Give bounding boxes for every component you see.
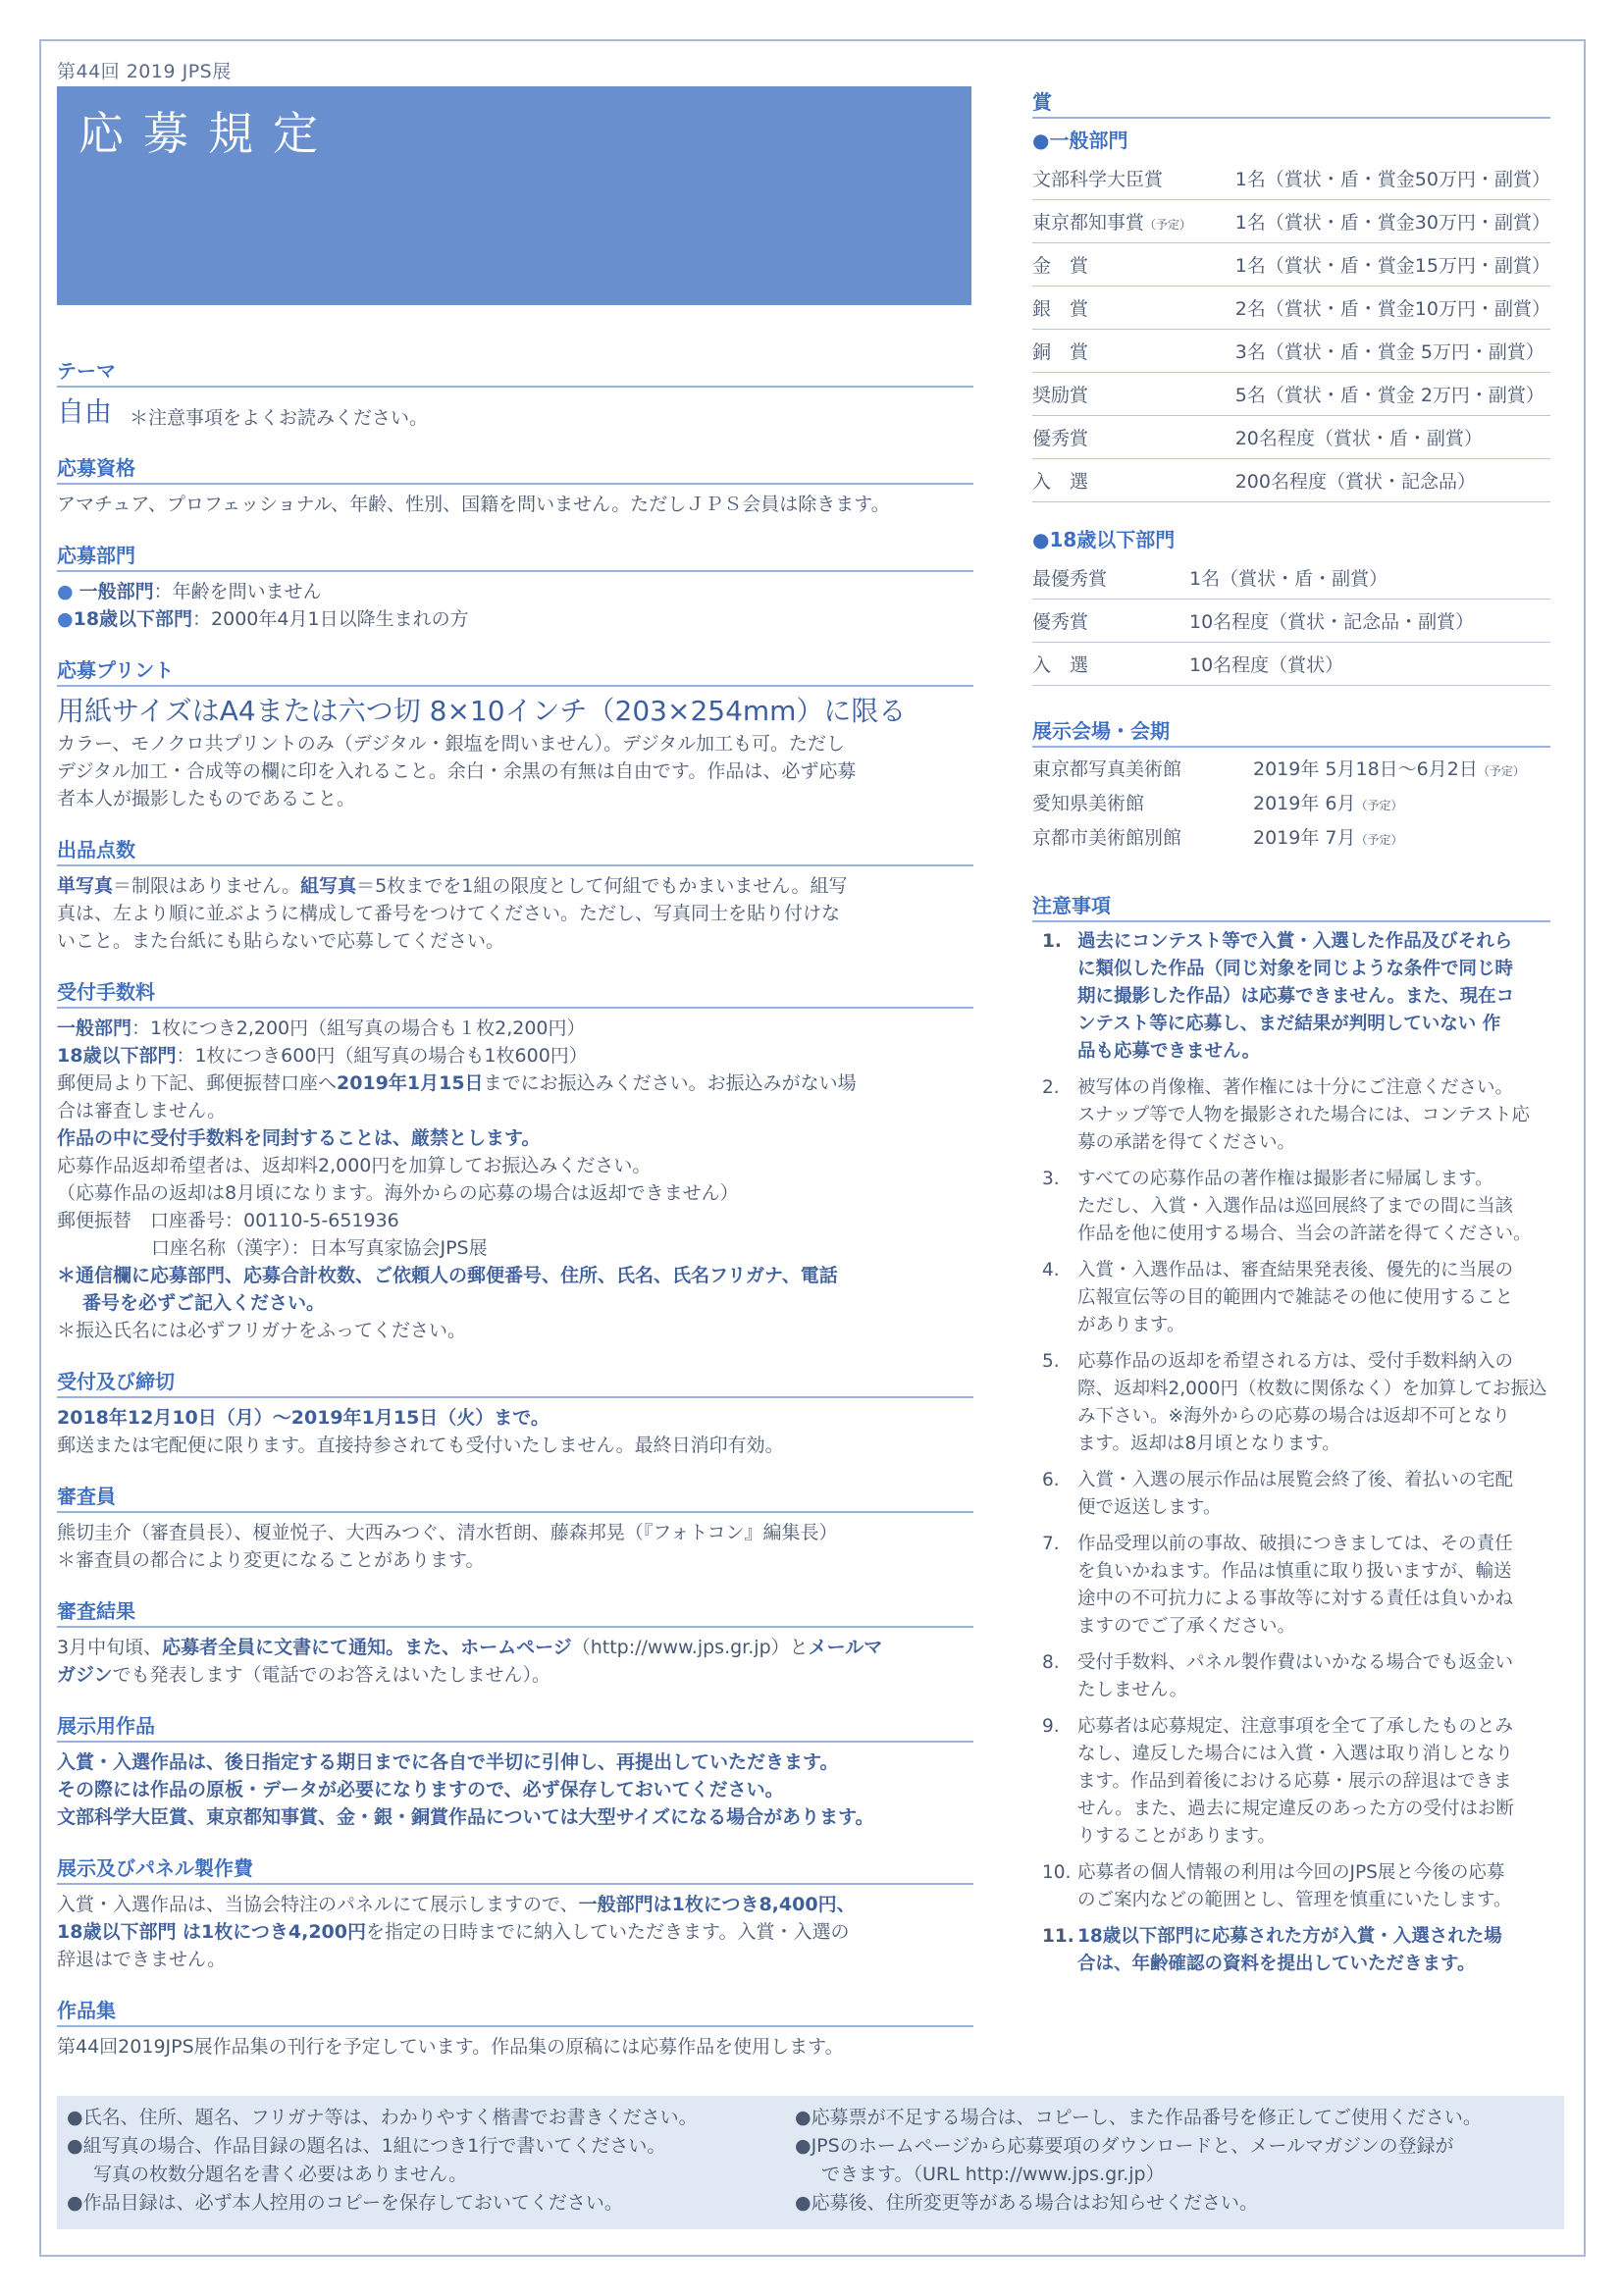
postal-account-name: 口座名称（漢字）：日本写真家協会JPS展 [151,1237,488,1259]
note-item [1032,1074,1550,1157]
note-line: 途中の不可抗力による事故等に対する責任は負いかね [1077,1589,1514,1609]
list-item: できます。（URL http://www.jps.gr.jp） [821,2164,1165,2185]
section-heading: 審査員 [57,1481,973,1513]
note-line: 応募者は応募規定、注意事項を全て了承したものとみ [1077,1716,1514,1737]
table-row: 金 賞 1名（賞状・盾・賞金15万円・副賞） [1032,243,1550,287]
eligibility-text: アマチュア、プロフェッショナル、年齢、性別、国籍を問いません。ただしＪＰＳ会員は除きます。 [57,494,890,515]
notes-list [1032,928,1550,1978]
table-row: 優秀賞 10名程度（賞状・記念品・副賞） [1032,600,1550,643]
section-awards [1032,86,1550,686]
note-line: 作品を他に使用する場合、当会の許諾を得てください。 [1077,1224,1532,1244]
note-line: せん。また、過去に規定違反のあった方の受付はお断 [1077,1799,1514,1819]
note-line: ただし、入賞・入選作品は巡回展終了までの間に当該 [1077,1196,1514,1217]
theme-note: ＊注意事項をよくお読みください。 [130,407,429,429]
note-number: 1. [1042,931,1062,952]
section-heading: 展示及びパネル製作費 [57,1852,973,1885]
section-fee: 受付手数料 一般部門：1枚につき2,200円（組写真の場合も１枚2,200円） 18歳以下部門：1枚につき600円（組写真の場合も1枚600円） 郵便局より下記、郵便振替口座へ2019年1月15日までにお振込みください。お振込みがない場 合は審査しません。 作品の中に受付手数料を同封することは、厳禁とします。 応募作品返却希望者は、返却料2,000円を加算してお振込みください。 （応募作品の返却は8月頃になります。海外からの応募の場合は返却できません） 郵便振替 口座番号：00110-5-651936 口座名称（漢字）：日本写真家協会JPS展 ＊通信欄に応募部門、応募合計枚数、ご依頼人の郵便番号、住所、氏名、氏名フリガナ、電話 番号を必ずご記入ください。 ＊振込氏名には必ずフリガナをふってください。 [57,976,973,1344]
awards-general-heading: ●一般部門 [1032,129,1128,152]
section-heading: 作品集 [57,1995,973,2027]
note-line: 品も応募できません。 [1077,1041,1261,1062]
right-column [1032,86,1550,2000]
section-heading: 注意事項 [1032,890,1550,922]
list-item: ●応募後、住所変更等がある場合はお知らせください。 [795,2192,1259,2214]
note-line: 入賞・入選の展示作品は展覧会終了後、着払いの宅配 [1077,1470,1514,1490]
section-results: 審査結果 3月中旬頃、応募者全員に文書にて通知。また、ホームページ（http://www.jps.gr.jp）とメールマ ガジンでも発表します（電話でのお答えはいたしません）。 [57,1595,973,1689]
note-line: 応募者の個人情報の利用は今回のJPS展と今後の応募 [1077,1862,1505,1883]
exhibition-item: 京都市美術館別館 2019年 7月（予定） [1032,827,1403,849]
list-item: 写真の枚数分題名を書く必要はありません。 [93,2164,468,2185]
note-item [1032,1649,1550,1704]
note-number: 5. [1042,1351,1060,1372]
fee-warning: 作品の中に受付手数料を同封することは、厳禁とします。 [57,1127,541,1149]
note-line: なし、違反した場合には入賞・入選は取り消しとなり [1077,1744,1514,1764]
table-row: 最優秀賞 1名（賞状・盾・副賞） [1032,556,1550,600]
section-prints: 応募プリント 用紙サイズはA4または六つ切 8×10インチ（203×254mm）に限る カラー、モノクロ共プリントのみ（デジタル・銀塩を問いません）。デジタル加工も可。ただし デジタル加工・合成等の欄に印を入れること。余白・余黒の有無は自由です。作品は、必ず応募 者本人が撮影したものであること。 [57,654,973,812]
note-number: 9. [1042,1716,1060,1737]
left-column [57,355,973,2082]
note-line: 18歳以下部門に応募された方が入賞・入選された場 [1077,1926,1502,1947]
note-line: 期に撮影した作品）は応募できません。また、現在コ [1077,986,1515,1007]
section-heading: 展示会場・会期 [1032,715,1550,748]
note-item [1032,928,1550,1066]
note-number: 4. [1042,1260,1060,1280]
awards-general-table [1032,157,1550,502]
page-title: 応募規定 [79,107,338,160]
note-number: 10. [1042,1862,1072,1883]
note-line: ますのでご了承ください。 [1077,1616,1296,1637]
exhibition-item: 愛知県美術館 2019年 6月（予定） [1032,793,1403,814]
section-heading: 受付手数料 [57,976,973,1009]
table-row: 入 選 200名程度（賞状・記念品） [1032,459,1550,502]
note-line: 広報宣伝等の目的範囲内で雑誌その他に使用すること [1077,1287,1514,1308]
note-number: 2. [1042,1077,1060,1098]
note-line: 受付手数料、パネル製作費はいかなる場合でも返金い [1077,1652,1514,1673]
table-row: 銅 賞 3名（賞状・盾・賞金 5万円・副賞） [1032,330,1550,373]
note-line: 被写体の肖像権、著作権には十分にご注意ください。 [1077,1077,1514,1098]
note-line: 便で返送します。 [1077,1497,1222,1518]
note-line: み下さい。※海外からの応募の場合は返却不可となり [1077,1406,1511,1427]
section-heading: 応募資格 [57,452,973,485]
division-item: ●18歳以下部門：2000年4月1日以降生まれの方 [57,608,469,630]
deadline-dates: 2018年12月10日（月）〜2019年1月15日（火）まで。 [57,1407,550,1429]
note-line: すべての応募作品の著作権は撮影者に帰属します。 [1077,1169,1493,1189]
note-line: 作品受理以前の事故、破損につきましては、その責任 [1077,1534,1513,1554]
section-deadline: 受付及び締切 2018年12月10日（月）〜2019年1月15日（火）まで。 郵送または宅配便に限ります。直接持参されても受付いたしません。最終日消印有効。 [57,1366,973,1459]
note-line: りすることがあります。 [1077,1826,1277,1847]
awards-youth-table [1032,556,1550,686]
awards-youth-heading: ●18歳以下部門 [1032,528,1176,551]
division-item: ● 一般部門：年齢を問いません [57,581,322,602]
section-heading: 審査結果 [57,1595,973,1628]
table-row: 入 選 10名程度（賞状） [1032,643,1550,686]
section-entries: 出品点数 単写真＝制限はありません。組写真＝5枚までを1組の限度として何組でもかまいません。組写 真は、左より順に並ぶように構成して番号をつけてください。ただし、写真同士を貼り付けな いこと。また台紙にも貼らないで応募してください。 [57,834,973,955]
section-exhibitions [1032,715,1550,857]
note-item [1032,1923,1550,1978]
note-number: 3. [1042,1169,1060,1189]
section-display: 展示用作品 入賞・入選作品は、後日指定する期日までに各自で半切に引伸し、再提出していただきます。 その際には作品の原板・データが必要になりますので、必ず保存しておいてください。 文部科学大臣賞、東京都知事賞、金・銀・銅賞作品については大型サイズになる場合があります。 [57,1710,973,1831]
exhibition-item: 東京都写真美術館 2019年 5月18日〜6月2日（予定） [1032,758,1525,780]
note-number: 7. [1042,1534,1060,1554]
note-line: のご案内などの範囲とし、管理を慎重にいたします。 [1077,1890,1512,1910]
note-line: を負いかねます。作品は慎重に取り扱いますが、輸送 [1077,1561,1512,1582]
note-line: 際、返却料2,000円（枚数に関係なく）を加算してお振込 [1077,1379,1547,1399]
footer-right [795,2104,1482,2218]
section-heading: 受付及び締切 [57,1366,973,1398]
footer-notes [57,2096,1564,2229]
note-line: 入賞・入選作品は、審査結果発表後、優先的に当展の [1077,1260,1514,1280]
note-item [1032,1257,1550,1339]
list-item: ●応募票が不足する場合は、コピーし、また作品番号を修正してご使用ください。 [795,2107,1482,2128]
bullet-icon: ● [57,608,74,630]
section-heading: 展示用作品 [57,1710,973,1743]
note-line: 応募作品の返却を希望される方は、受付手数料納入の [1077,1351,1514,1372]
note-number: 6. [1042,1470,1060,1490]
note-item [1032,1348,1550,1458]
list-item: ●作品目録は、必ず本人控用のコピーを保存しておいてください。 [67,2192,623,2214]
section-divisions [57,540,973,633]
table-row: 優秀賞 20名程度（賞状・盾・副賞） [1032,416,1550,459]
note-line: ます。作品到着後における応募・展示の辞退はできま [1077,1771,1512,1792]
table-row: 銀 賞 2名（賞状・盾・賞金10万円・副賞） [1032,287,1550,330]
note-line: たしません。 [1077,1680,1188,1700]
note-number: 11. [1042,1926,1074,1947]
section-heading: 応募部門 [57,540,973,572]
note-line: があります。 [1077,1315,1185,1335]
footer-left [67,2104,698,2218]
note-line: スナップ等で人物を撮影された場合には、コンテスト応 [1077,1105,1531,1125]
note-line: に類似した作品（同じ対象を同じような条件で同じ時 [1077,959,1514,979]
title-banner [57,86,971,305]
section-judges: 審査員 熊切圭介（審査員長）、榎並悦子、大西みつぐ、清水哲朗、藤森邦晃（『フォトコン』編集長） ＊審査員の都合により変更になることがあります。 [57,1481,973,1574]
list-item: ●氏名、住所、題名、フリガナ等は、わかりやすく楷書でお書きください。 [67,2107,698,2128]
section-eligibility [57,452,973,518]
section-notes [1032,890,1550,1978]
note-item [1032,1531,1550,1641]
note-line: 募の承諾を得てください。 [1077,1132,1296,1153]
list-item: ●JPSのホームページから応募要項のダウンロードと、メールマガジンの登録が [795,2135,1454,2157]
list-item: ●組写真の場合、作品目録の題名は、1組につき1行で書いてください。 [67,2135,666,2157]
event-eyebrow: 第44回 2019 JPS展 [57,61,232,82]
bullet-icon: ● [57,581,74,602]
postal-account-number: 郵便振替 口座番号：00110-5-651936 [57,1210,399,1231]
section-heading: 応募プリント [57,654,973,687]
note-item [1032,1713,1550,1851]
section-heading: 出品点数 [57,834,973,866]
note-line: 合は、年齢確認の資料を提出していただきます。 [1077,1954,1476,1974]
note-number: 8. [1042,1652,1060,1673]
section-heading: テーマ [57,355,973,388]
judge-names: 熊切圭介（審査員長）、榎並悦子、大西みつぐ、清水哲朗、藤森邦晃（『フォトコン』編集長） [57,1522,838,1543]
table-row: 文部科学大臣賞 1名（賞状・盾・賞金50万円・副賞） [1032,157,1550,200]
note-item [1032,1166,1550,1248]
section-theme [57,355,973,431]
note-line: ンテスト等に応募し、まだ結果が判明していない 作 [1077,1014,1501,1034]
theme-value: 自由 [57,395,113,428]
note-item [1032,1859,1550,1914]
section-heading: 賞 [1032,86,1550,119]
table-row: 奨励賞 5名（賞状・盾・賞金 2万円・副賞） [1032,373,1550,416]
table-row: 東京都知事賞（予定） 1名（賞状・盾・賞金30万円・副賞） [1032,200,1550,243]
section-panel: 展示及びパネル製作費 入賞・入選作品は、当協会特注のパネルにて展示しますので、一般部門は1枚につき8,400円、 18歳以下部門 は1枚につき4,200円を指定の日時までに納入していただきます。入賞・入選の 辞退はできません。 [57,1852,973,1973]
note-item [1032,1467,1550,1522]
section-book: 作品集 第44回2019JPS展作品集の刊行を予定しています。作品集の原稿には応募作品を使用します。 [57,1995,973,2061]
note-line: ます。返却は8月頃となります。 [1077,1434,1340,1454]
print-size-headline: 用紙サイズはA4または六つ切 8×10インチ（203×254mm）に限る [57,695,907,727]
note-line: 過去にコンテスト等で入賞・入選した作品及びそれら [1077,931,1513,952]
